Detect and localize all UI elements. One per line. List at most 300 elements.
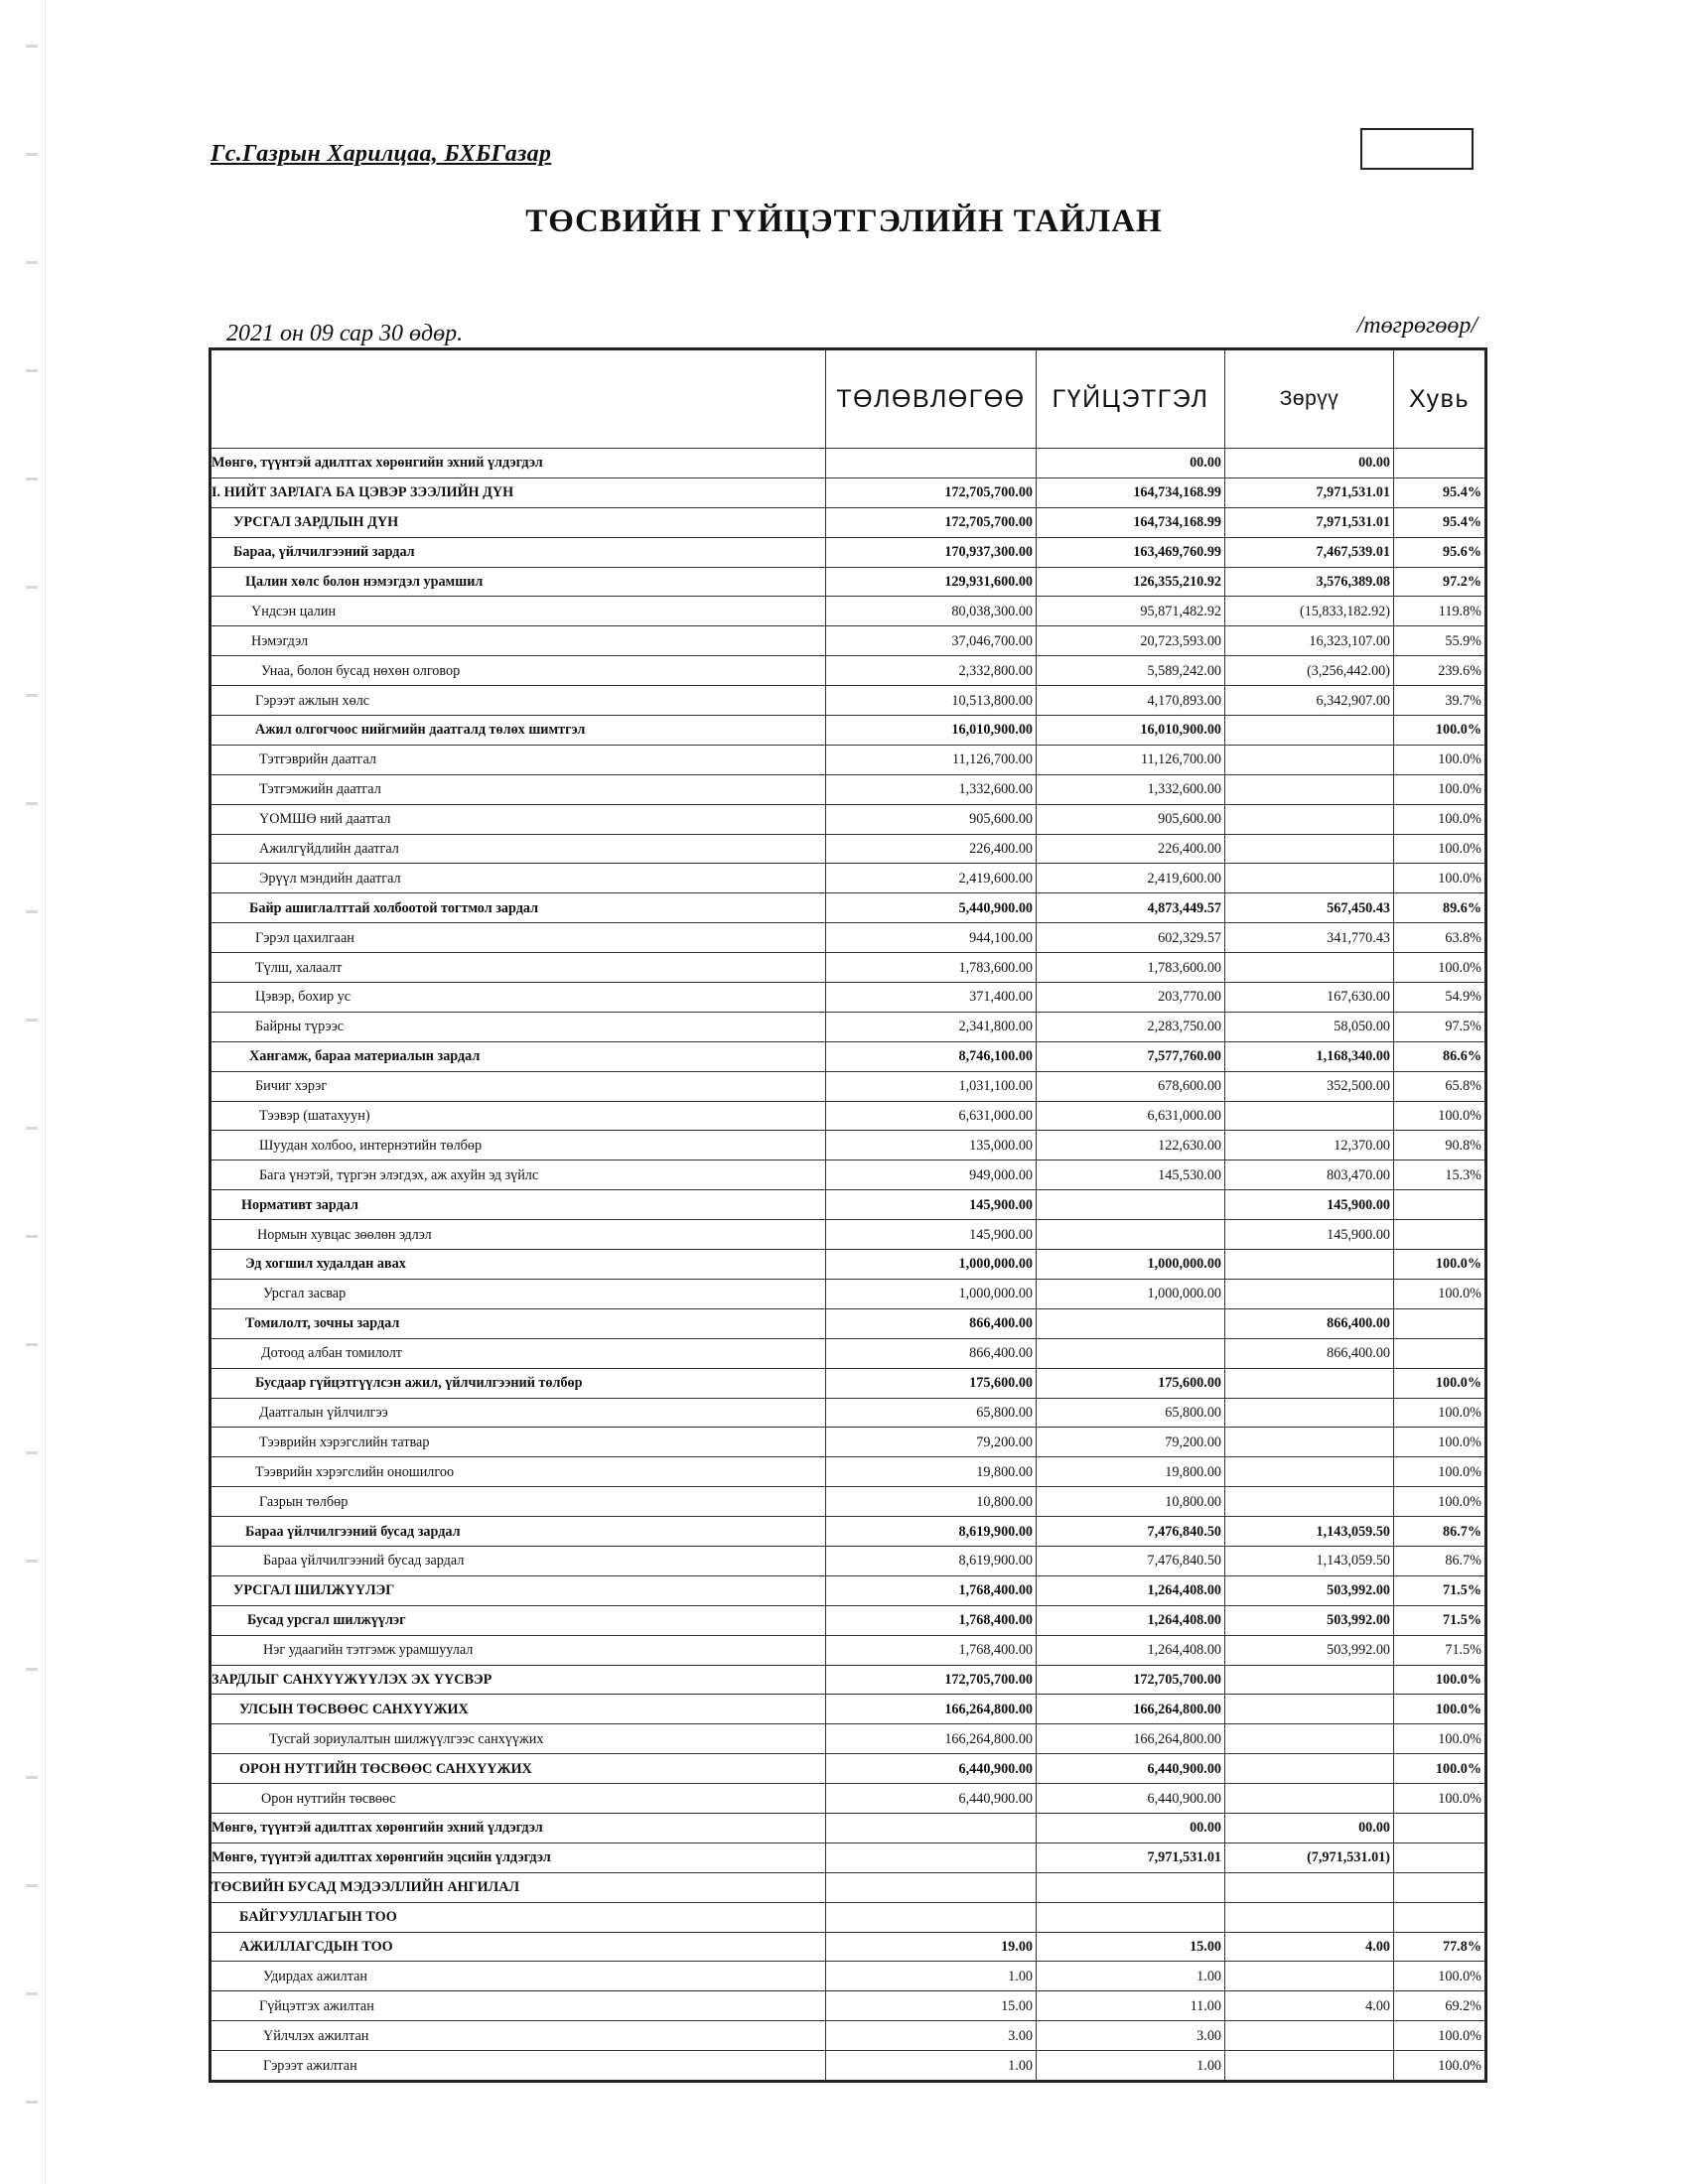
actual-value: 7,577,760.00 [1037, 1041, 1225, 1071]
budget-table [209, 347, 1487, 2083]
row-label: Байр ашиглалттай холбоотой тогтмол зардал [211, 893, 826, 923]
table-row [211, 1635, 1486, 1665]
table-row [211, 893, 1486, 923]
table-row [211, 686, 1486, 716]
plan-value: 944,100.00 [826, 923, 1037, 953]
table-row [211, 1695, 1486, 1724]
table-row [211, 1279, 1486, 1308]
table-row [211, 1457, 1486, 1487]
table-row [211, 1902, 1486, 1932]
table-row [211, 1368, 1486, 1398]
row-label: ОРОН НУТГИЙН ТӨСВӨӨС САНХҮҮЖИХ [211, 1754, 826, 1784]
row-label: Газрын төлбөр [211, 1487, 826, 1517]
actual-value [1037, 1220, 1225, 1250]
binder-hole [26, 802, 38, 805]
actual-value: 15.00 [1037, 1932, 1225, 1962]
plan-value: 866,400.00 [826, 1338, 1037, 1368]
table-row [211, 774, 1486, 804]
plan-value: 1,783,600.00 [826, 953, 1037, 983]
table-row [211, 1101, 1486, 1131]
percent-value: 100.0% [1394, 2021, 1486, 2051]
actual-value: 175,600.00 [1037, 1368, 1225, 1398]
binder-hole [26, 369, 38, 372]
actual-value: 678,600.00 [1037, 1071, 1225, 1101]
plan-value: 866,400.00 [826, 1308, 1037, 1338]
plan-value [826, 1902, 1037, 1932]
percent-value: 119.8% [1394, 597, 1486, 626]
table-row [211, 716, 1486, 746]
variance-value [1225, 1487, 1394, 1517]
report-date: 2021 он 09 сар 30 өдөр. [226, 321, 464, 346]
variance-value: 7,467,539.01 [1225, 537, 1394, 567]
percent-value: 100.0% [1394, 953, 1486, 983]
plan-value: 166,264,800.00 [826, 1724, 1037, 1754]
variance-value [1225, 1962, 1394, 1991]
actual-value: 19,800.00 [1037, 1457, 1225, 1487]
row-label: Бусдаар гүйцэтгүүлсэн ажил, үйлчилгээний төлбөр [211, 1368, 826, 1398]
row-label: Эд хогшил худалдан авах [211, 1250, 826, 1280]
variance-value: 503,992.00 [1225, 1605, 1394, 1635]
percent-value: 95.4% [1394, 507, 1486, 537]
variance-value [1225, 1872, 1394, 1902]
actual-value: 166,264,800.00 [1037, 1724, 1225, 1754]
row-label: Хангамж, бараа материалын зардал [211, 1041, 826, 1071]
row-label: Бага үнэтэй, түргэн элэгдэх, аж ахуйн эд зүйлс [211, 1160, 826, 1190]
table-row [211, 804, 1486, 834]
percent-value: 77.8% [1394, 1932, 1486, 1962]
percent-value: 100.0% [1394, 1250, 1486, 1280]
percent-value [1394, 1872, 1486, 1902]
percent-value: 71.5% [1394, 1605, 1486, 1635]
actual-value: 7,476,840.50 [1037, 1546, 1225, 1575]
plan-value: 1,000,000.00 [826, 1279, 1037, 1308]
header-actual: ГҮЙЦЭТГЭЛ [1037, 349, 1225, 449]
row-label: Мөнгө, түүнтэй адилтгах хөрөнгийн эхний үлдэгдэл [211, 1813, 826, 1843]
percent-value: 86.6% [1394, 1041, 1486, 1071]
plan-value: 175,600.00 [826, 1368, 1037, 1398]
table-row [211, 2051, 1486, 2082]
plan-value: 19,800.00 [826, 1457, 1037, 1487]
row-label: БАЙГУУЛЛАГЫН ТОО [211, 1902, 826, 1932]
percent-value: 100.0% [1394, 1101, 1486, 1131]
variance-value: 145,900.00 [1225, 1190, 1394, 1220]
plan-value: 170,937,300.00 [826, 537, 1037, 567]
percent-value: 65.8% [1394, 1071, 1486, 1101]
variance-value [1225, 745, 1394, 774]
plan-value: 172,705,700.00 [826, 1665, 1037, 1695]
plan-value: 10,800.00 [826, 1487, 1037, 1517]
header-plan: ТӨЛӨВЛӨГӨӨ [826, 349, 1037, 449]
actual-value [1037, 1308, 1225, 1338]
row-label: Дотоод албан томилолт [211, 1338, 826, 1368]
row-label: Шуудан холбоо, интернэтийн төлбөр [211, 1131, 826, 1160]
table-row [211, 1605, 1486, 1635]
row-label: ҮОМШӨ ний даатгал [211, 804, 826, 834]
percent-value: 100.0% [1394, 1487, 1486, 1517]
table-body [211, 449, 1486, 2082]
actual-value: 6,440,900.00 [1037, 1754, 1225, 1784]
percent-value: 95.6% [1394, 537, 1486, 567]
row-label: Томилолт, зочны зардал [211, 1308, 826, 1338]
variance-value [1225, 1695, 1394, 1724]
variance-value [1225, 1754, 1394, 1784]
variance-value [1225, 1250, 1394, 1280]
actual-value [1037, 1902, 1225, 1932]
variance-value: 00.00 [1225, 449, 1394, 478]
percent-value: 95.4% [1394, 478, 1486, 507]
percent-value: 97.5% [1394, 1012, 1486, 1041]
binder-hole [26, 586, 38, 589]
row-label: Нэг удаагийн тэтгэмж урамшуулал [211, 1635, 826, 1665]
actual-value: 1,264,408.00 [1037, 1605, 1225, 1635]
row-label: Мөнгө, түүнтэй адилтгах хөрөнгийн эцсийн үлдэгдэл [211, 1843, 826, 1872]
table-header-row [211, 349, 1486, 449]
row-label: УРСГАЛ ЗАРДЛЫН ДҮН [211, 507, 826, 537]
plan-value: 10,513,800.00 [826, 686, 1037, 716]
plan-value: 11,126,700.00 [826, 745, 1037, 774]
actual-value: 11,126,700.00 [1037, 745, 1225, 774]
percent-value: 100.0% [1394, 1724, 1486, 1754]
variance-value: (15,833,182.92) [1225, 597, 1394, 626]
row-label: Удирдах ажилтан [211, 1962, 826, 1991]
actual-value: 1.00 [1037, 1962, 1225, 1991]
actual-value: 4,170,893.00 [1037, 686, 1225, 716]
variance-value [1225, 1724, 1394, 1754]
row-label: Ажил олгогчоос нийгмийн даатгалд төлөх шимтгэл [211, 716, 826, 746]
table-row [211, 1724, 1486, 1754]
percent-value: 100.0% [1394, 1695, 1486, 1724]
variance-value: 6,342,907.00 [1225, 686, 1394, 716]
table-row [211, 1190, 1486, 1220]
plan-value: 1,768,400.00 [826, 1635, 1037, 1665]
plan-value: 172,705,700.00 [826, 478, 1037, 507]
binder-hole [26, 1668, 38, 1671]
binder-hole [26, 1019, 38, 1022]
actual-value: 10,800.00 [1037, 1487, 1225, 1517]
actual-value [1037, 1872, 1225, 1902]
plan-value: 16,010,900.00 [826, 716, 1037, 746]
plan-value: 37,046,700.00 [826, 626, 1037, 656]
actual-value: 226,400.00 [1037, 834, 1225, 864]
plan-value: 6,631,000.00 [826, 1101, 1037, 1131]
percent-value: 100.0% [1394, 1398, 1486, 1428]
variance-value: 3,576,389.08 [1225, 567, 1394, 597]
header-percent: Хувь [1394, 349, 1486, 449]
variance-value: (3,256,442.00) [1225, 656, 1394, 686]
actual-value: 1.00 [1037, 2051, 1225, 2082]
report-title: ТӨСВИЙН ГҮЙЦЭТГЭЛИЙН ТАЙЛАН [525, 204, 1163, 239]
plan-value: 65,800.00 [826, 1398, 1037, 1428]
row-label: Даатгалын үйлчилгээ [211, 1398, 826, 1428]
binder-hole [26, 694, 38, 697]
plan-value: 15.00 [826, 1991, 1037, 2021]
variance-value: 7,971,531.01 [1225, 478, 1394, 507]
row-label: Тэтгэмжийн даатгал [211, 774, 826, 804]
row-label: Тээврийн хэрэгслийн оношилгоо [211, 1457, 826, 1487]
table-row [211, 1012, 1486, 1041]
binder-hole [26, 153, 38, 156]
table-row [211, 745, 1486, 774]
table-row [211, 1872, 1486, 1902]
actual-value: 11.00 [1037, 1991, 1225, 2021]
row-label: Бараа, үйлчилгээний зардал [211, 537, 826, 567]
table-row [211, 1517, 1486, 1547]
table-row [211, 1308, 1486, 1338]
plan-value: 172,705,700.00 [826, 507, 1037, 537]
variance-value [1225, 864, 1394, 893]
binder-hole [26, 1884, 38, 1887]
row-label: Байрны түрээс [211, 1012, 826, 1041]
plan-value: 145,900.00 [826, 1190, 1037, 1220]
table-row [211, 1428, 1486, 1457]
row-label: Урсгал засвар [211, 1279, 826, 1308]
row-label: Цэвэр, бохир ус [211, 983, 826, 1013]
percent-value: 69.2% [1394, 1991, 1486, 2021]
variance-value [1225, 1398, 1394, 1428]
actual-value: 602,329.57 [1037, 923, 1225, 953]
plan-value: 1,031,100.00 [826, 1071, 1037, 1101]
variance-value [1225, 716, 1394, 746]
plan-value [826, 1872, 1037, 1902]
row-label: Үндсэн цалин [211, 597, 826, 626]
table-row [211, 626, 1486, 656]
row-label: Үйлчлэх ажилтан [211, 2021, 826, 2051]
variance-value: 503,992.00 [1225, 1635, 1394, 1665]
table-row [211, 1487, 1486, 1517]
actual-value: 79,200.00 [1037, 1428, 1225, 1457]
variance-value: 12,370.00 [1225, 1131, 1394, 1160]
percent-value: 100.0% [1394, 864, 1486, 893]
percent-value: 100.0% [1394, 2051, 1486, 2082]
actual-value: 6,631,000.00 [1037, 1101, 1225, 1131]
variance-value [1225, 1665, 1394, 1695]
plan-value [826, 1813, 1037, 1843]
row-label: Гэрээт ажилтан [211, 2051, 826, 2082]
variance-value [1225, 2051, 1394, 2082]
variance-value: 4.00 [1225, 1932, 1394, 1962]
percent-value: 100.0% [1394, 745, 1486, 774]
actual-value: 1,264,408.00 [1037, 1575, 1225, 1605]
variance-value: 803,470.00 [1225, 1160, 1394, 1190]
plan-value: 79,200.00 [826, 1428, 1037, 1457]
variance-value: 341,770.43 [1225, 923, 1394, 953]
row-label: Мөнгө, түүнтэй адилтгах хөрөнгийн эхний үлдэгдэл [211, 449, 826, 478]
actual-value: 7,476,840.50 [1037, 1517, 1225, 1547]
percent-value: 100.0% [1394, 716, 1486, 746]
table-row [211, 1813, 1486, 1843]
variance-value: 00.00 [1225, 1813, 1394, 1843]
percent-value: 100.0% [1394, 1457, 1486, 1487]
percent-value: 86.7% [1394, 1546, 1486, 1575]
plan-value [826, 449, 1037, 478]
table-row [211, 1398, 1486, 1428]
plan-value: 1,768,400.00 [826, 1575, 1037, 1605]
actual-value: 5,589,242.00 [1037, 656, 1225, 686]
variance-value [1225, 1428, 1394, 1457]
actual-value: 16,010,900.00 [1037, 716, 1225, 746]
actual-value [1037, 1338, 1225, 1368]
variance-value: 352,500.00 [1225, 1071, 1394, 1101]
binder-hole [26, 1235, 38, 1238]
variance-value: 1,143,059.50 [1225, 1546, 1394, 1575]
row-label: Эрүүл мэндийн даатгал [211, 864, 826, 893]
binder-hole [26, 1451, 38, 1454]
percent-value: 100.0% [1394, 804, 1486, 834]
plan-value: 129,931,600.00 [826, 567, 1037, 597]
actual-value: 145,530.00 [1037, 1160, 1225, 1190]
variance-value: 7,971,531.01 [1225, 507, 1394, 537]
plan-value: 5,440,900.00 [826, 893, 1037, 923]
row-label: АЖИЛЛАГСДЫН ТОО [211, 1932, 826, 1962]
percent-value [1394, 1813, 1486, 1843]
variance-value [1225, 953, 1394, 983]
table-row [211, 478, 1486, 507]
table-row [211, 597, 1486, 626]
plan-value: 145,900.00 [826, 1220, 1037, 1250]
actual-value: 126,355,210.92 [1037, 567, 1225, 597]
row-label: ЗАРДЛЫГ САНХҮҮЖҮҮЛЭХ ЭХ ҮҮСВЭР [211, 1665, 826, 1695]
plan-value: 2,332,800.00 [826, 656, 1037, 686]
plan-value: 6,440,900.00 [826, 1784, 1037, 1814]
actual-value: 1,000,000.00 [1037, 1279, 1225, 1308]
variance-value [1225, 1457, 1394, 1487]
percent-value: 54.9% [1394, 983, 1486, 1013]
actual-value: 166,264,800.00 [1037, 1695, 1225, 1724]
plan-value: 6,440,900.00 [826, 1754, 1037, 1784]
row-label: Тэтгэврийн даатгал [211, 745, 826, 774]
variance-value [1225, 774, 1394, 804]
plan-value: 1.00 [826, 1962, 1037, 1991]
actual-value: 6,440,900.00 [1037, 1784, 1225, 1814]
percent-value: 239.6% [1394, 656, 1486, 686]
actual-value: 95,871,482.92 [1037, 597, 1225, 626]
percent-value [1394, 449, 1486, 478]
organization-name: Гс.Газрын Харилцаа, БХБГазар [211, 141, 552, 167]
percent-value: 97.2% [1394, 567, 1486, 597]
row-label: Цалин хөлс болон нэмэгдэл урамшил [211, 567, 826, 597]
row-label: Бараа үйлчилгээний бусад зардал [211, 1517, 826, 1547]
actual-value: 1,332,600.00 [1037, 774, 1225, 804]
actual-value [1037, 1190, 1225, 1220]
percent-value: 100.0% [1394, 1754, 1486, 1784]
variance-value: 58,050.00 [1225, 1012, 1394, 1041]
actual-value: 65,800.00 [1037, 1398, 1225, 1428]
plan-value: 8,619,900.00 [826, 1517, 1037, 1547]
row-label: Унаа, болон бусад нөхөн олговор [211, 656, 826, 686]
binder-hole [26, 478, 38, 480]
table-row [211, 1131, 1486, 1160]
percent-value: 100.0% [1394, 1784, 1486, 1814]
table-row [211, 507, 1486, 537]
binder-hole [26, 910, 38, 913]
percent-value [1394, 1843, 1486, 1872]
percent-value: 55.9% [1394, 626, 1486, 656]
table-row [211, 567, 1486, 597]
actual-value: 163,469,760.99 [1037, 537, 1225, 567]
table-row [211, 1160, 1486, 1190]
variance-value [1225, 2021, 1394, 2051]
actual-value: 3.00 [1037, 2021, 1225, 2051]
table-row [211, 1754, 1486, 1784]
plan-value: 226,400.00 [826, 834, 1037, 864]
binder-hole [26, 1776, 38, 1779]
percent-value: 100.0% [1394, 834, 1486, 864]
actual-value: 00.00 [1037, 1813, 1225, 1843]
binder-hole [26, 45, 38, 48]
plan-value: 1,332,600.00 [826, 774, 1037, 804]
percent-value: 100.0% [1394, 1428, 1486, 1457]
percent-value: 71.5% [1394, 1575, 1486, 1605]
table-row [211, 983, 1486, 1013]
binder-hole [26, 261, 38, 264]
variance-value [1225, 1101, 1394, 1131]
percent-value [1394, 1338, 1486, 1368]
percent-value: 89.6% [1394, 893, 1486, 923]
variance-value: 503,992.00 [1225, 1575, 1394, 1605]
binder-hole [26, 2101, 38, 2104]
plan-value: 166,264,800.00 [826, 1695, 1037, 1724]
plan-value: 371,400.00 [826, 983, 1037, 1013]
table-row [211, 1665, 1486, 1695]
table-row [211, 1784, 1486, 1814]
variance-value [1225, 1902, 1394, 1932]
table-row [211, 1546, 1486, 1575]
row-label: Нормативт зардал [211, 1190, 826, 1220]
variance-value [1225, 1784, 1394, 1814]
row-label: Тусгай зориулалтын шилжүүлгээс санхүүжих [211, 1724, 826, 1754]
row-label: Орон нутгийн төсвөөс [211, 1784, 826, 1814]
percent-value [1394, 1190, 1486, 1220]
currency-unit: /төгрөгөөр/ [1356, 313, 1477, 339]
actual-value: 122,630.00 [1037, 1131, 1225, 1160]
plan-value: 2,341,800.00 [826, 1012, 1037, 1041]
actual-value: 7,971,531.01 [1037, 1843, 1225, 1872]
row-label: Гэрээт ажлын хөлс [211, 686, 826, 716]
variance-value: 4.00 [1225, 1991, 1394, 2021]
table-row [211, 1041, 1486, 1071]
plan-value: 1,768,400.00 [826, 1605, 1037, 1635]
row-label: Тээвэр (шатахуун) [211, 1101, 826, 1131]
percent-value: 63.8% [1394, 923, 1486, 953]
header-variance: Зөрүү [1225, 349, 1394, 449]
variance-value [1225, 1279, 1394, 1308]
row-label: Бараа үйлчилгээний бусад зардал [211, 1546, 826, 1575]
table-row [211, 1991, 1486, 2021]
row-label: Тээврийн хэрэгслийн татвар [211, 1428, 826, 1457]
plan-value: 2,419,600.00 [826, 864, 1037, 893]
row-label: Гэрэл цахилгаан [211, 923, 826, 953]
percent-value: 15.3% [1394, 1160, 1486, 1190]
table-row [211, 449, 1486, 478]
percent-value: 100.0% [1394, 1368, 1486, 1398]
plan-value: 1,000,000.00 [826, 1250, 1037, 1280]
percent-value: 100.0% [1394, 774, 1486, 804]
binder-hole [26, 1343, 38, 1346]
variance-value: 567,450.43 [1225, 893, 1394, 923]
header-label-cell [211, 349, 826, 449]
binder-hole [26, 1560, 38, 1563]
actual-value: 172,705,700.00 [1037, 1665, 1225, 1695]
variance-value [1225, 1368, 1394, 1398]
table-row [211, 656, 1486, 686]
variance-value [1225, 834, 1394, 864]
percent-value [1394, 1902, 1486, 1932]
variance-value [1225, 804, 1394, 834]
variance-value: 167,630.00 [1225, 983, 1394, 1013]
table-row [211, 1575, 1486, 1605]
plan-value: 80,038,300.00 [826, 597, 1037, 626]
actual-value: 20,723,593.00 [1037, 626, 1225, 656]
